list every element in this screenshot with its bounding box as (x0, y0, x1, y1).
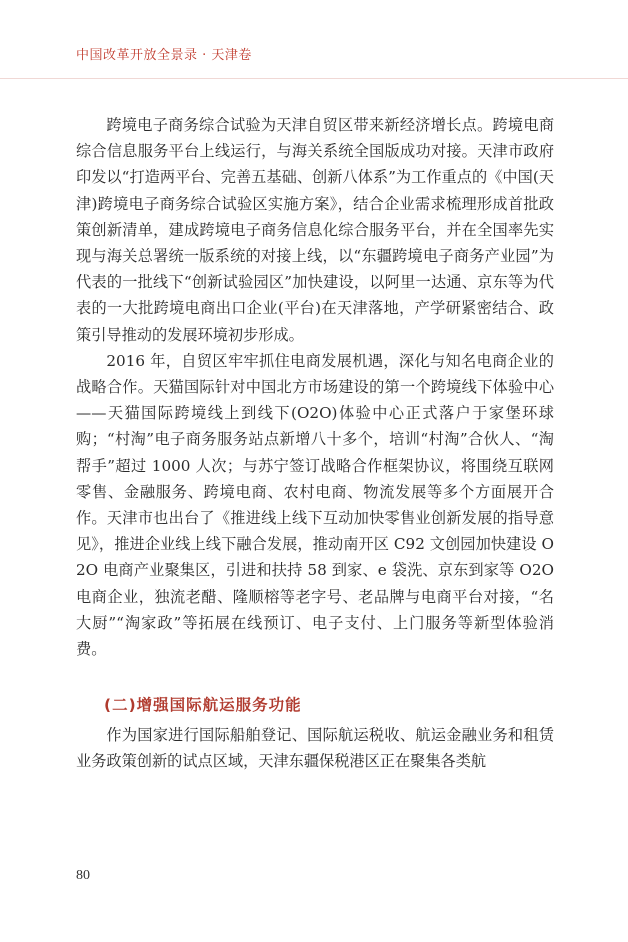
section-heading: (二)增强国际航运服务功能 (104, 696, 302, 715)
header-divider (0, 78, 628, 79)
running-header: 中国改革开放全景录 · 天津卷 (76, 48, 252, 63)
paragraph-cross-border-ecommerce: 跨境电子商务综合试验为天津自贸区带来新经济增长点。跨境电商综合信息服务平台上线运行，与海关系统全国版成功对接。天津市政府印发以“打造两平台、完善五基础、创新八体系”为工作重点的《中国(天津)跨境电子商务综合试验区实施方案》，结合企业需求梳理形成首批政策创新清单，建成跨境电子商务信息化综合服务平台，并在全国率先实现与海关总署统一版系统的对接上线，以“东疆跨境电子商务产业园”为代表的一批线下“创新试验园区”加快建设，以阿里一达通、京东等为代表的一大批跨境电商出口企业(平台)在天津落地，产学研紧密结合、政策引导推动的发展环境初步形成。 (76, 116, 554, 344)
paragraph-2016-ecommerce: 2016 年，自贸区牢牢抓住电商发展机遇，深化与知名电商企业的战略合作。天猫国际针对中国北方市场建设的第一个跨境线下体验中心——天猫国际跨境线上到线下(O2O)体验中心正式落户于家堡环球购；“村淘”电子商务服务站点新增八十多个，培训“村淘”合伙人、“淘帮手”超过 1000 人次；与苏宁签订战略合作框架协议，将围绕互联网零售、金融服务、跨境电商、农村电商、物流发展等多个方面展开合作。天津市也出台了《推进线上线下互动加快零售业创新发展的指导意见》，推进企业线上线下融合发展，推动南开区 C92 文创园加快建设 O2O 电商产业聚集区，引进和扶持 58 到家、e 袋洗、京东到家等 O2O 电商企业，独流老醋、隆顺榕等老字号、老品牌与电商平台对接，“名大厨”“淘家政”等拓展在线预订、电子支付、上门服务等新型体验消费。 (76, 351, 554, 659)
paragraph-shipping-services: 作为国家进行国际船舶登记、国际航运税收、航运金融业务和租赁业务政策创新的试点区域，天津东疆保税港区正在聚集各类航 (76, 726, 554, 771)
body-text (76, 112, 554, 775)
page-number: 80 (76, 868, 90, 883)
